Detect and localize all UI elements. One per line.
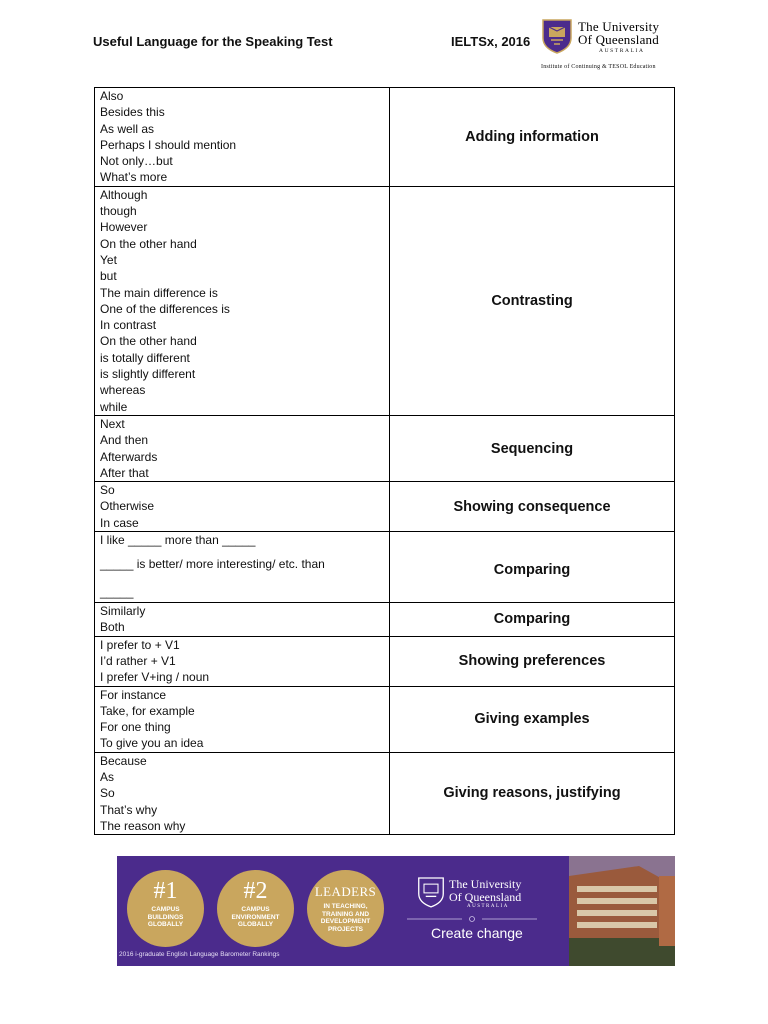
category-cell: [390, 88, 675, 187]
badge-line: GLOBALLY: [237, 921, 274, 928]
category-cell: [390, 752, 675, 834]
phrase-item: Take, for example: [100, 703, 195, 718]
table-row: [95, 752, 675, 834]
rankings-footnote: 2016 i-graduate English Language Barometer Rankings: [119, 951, 280, 958]
phrase-item: Both: [100, 620, 125, 635]
phrase-item: What’s more: [100, 170, 168, 185]
uq-logo: [541, 18, 681, 73]
category-label: Showing preferences: [458, 653, 606, 670]
campus-building-image: [569, 856, 675, 966]
phrases-cell: [95, 186, 390, 415]
phrase-item: The main difference is: [100, 285, 218, 300]
badge-line: ENVIRONMENT: [231, 913, 280, 921]
phrase-item: is totally different: [100, 350, 190, 365]
table-row: [95, 603, 675, 637]
category-label: Giving examples: [474, 711, 590, 728]
phrases-cell: [95, 752, 390, 834]
uq-crest-icon: [417, 876, 445, 908]
badge-line: PROJECTS: [327, 925, 364, 933]
phrase-item: Otherwise: [100, 499, 155, 514]
table-row: [95, 482, 675, 532]
phrase-item: _____ is better/ more interesting/ etc. than: [100, 557, 325, 572]
category-cell: [390, 186, 675, 415]
badge-rank-2-text: [217, 906, 294, 929]
phrase-item: Although: [100, 187, 148, 202]
phrase-item: Because: [100, 753, 147, 768]
table-row: [95, 186, 675, 415]
phrase-item: As: [100, 769, 115, 784]
uq-name-line2: Of Queensland: [578, 32, 659, 47]
badge-leaders-text: [307, 903, 384, 933]
phrase-item: while: [100, 399, 128, 414]
phrase-item: I’d rather + V1: [100, 653, 176, 668]
phrase-item: However: [100, 220, 148, 235]
useful-language-table: [94, 87, 675, 835]
phrase-item: Yet: [100, 252, 117, 267]
category-label: Contrasting: [491, 292, 573, 309]
banner-uq-name-line1: The University: [449, 877, 522, 891]
table-row: [95, 686, 675, 752]
table-row: [95, 636, 675, 686]
table-row: [95, 532, 675, 603]
category-label: Adding information: [465, 128, 599, 145]
category-label: Sequencing: [490, 440, 574, 457]
phrase-item: After that: [100, 465, 149, 480]
table-row: [95, 88, 675, 187]
phrase-item: So: [100, 483, 115, 498]
phrases-cell: [95, 636, 390, 686]
category-cell: [390, 415, 675, 481]
phrase-item: Afterwards: [100, 449, 158, 464]
phrase-item: _____: [100, 585, 134, 600]
category-label: Showing consequence: [453, 498, 611, 515]
banner-uq-name-line2: Of Queensland: [449, 889, 522, 904]
phrase-item: Next: [100, 416, 125, 431]
phrase-item: I prefer to + V1: [100, 637, 180, 652]
badge-rank-1-text: [127, 906, 204, 929]
phrase-item: whereas: [100, 383, 146, 398]
badge-line: CAMPUS: [151, 906, 180, 913]
uq-name: [578, 20, 659, 46]
badge-line: GLOBALLY: [147, 921, 184, 928]
phrases-cell: [95, 686, 390, 752]
phrases-cell: [95, 603, 390, 637]
uq-banner: [117, 856, 675, 966]
phrase-item: I like _____ more than _____: [100, 533, 256, 548]
uq-crest-icon: [541, 18, 573, 54]
category-label: Comparing: [493, 611, 571, 628]
badge-rank-2-number: #2: [243, 878, 268, 904]
phrase-item: is slightly different: [100, 367, 196, 382]
phrase-item: but: [100, 269, 117, 284]
table-row: [95, 415, 675, 481]
phrase-item: The reason why: [100, 818, 186, 833]
uq-country: AUSTRALIA: [599, 48, 645, 54]
phrase-item: Perhaps I should mention: [100, 137, 237, 152]
phrase-item: Also: [100, 89, 124, 103]
phrase-item: And then: [100, 433, 149, 448]
category-cell: [390, 482, 675, 532]
phrase-item: I prefer V+ing / noun: [100, 670, 210, 685]
phrase-item: On the other hand: [100, 236, 197, 251]
badge-rank-1: [127, 870, 204, 947]
badge-line: DEVELOPMENT: [320, 918, 371, 925]
phrase-item: One of the differences is: [100, 301, 230, 316]
decorative-divider-icon: [407, 914, 537, 924]
category-cell: [390, 686, 675, 752]
phrase-item: though: [100, 204, 137, 219]
badge-leaders-title: LEADERS: [314, 884, 377, 899]
badge-line: IN TEACHING,: [323, 903, 368, 910]
phrase-item: In case: [100, 515, 139, 530]
uq-institute: Institute of Continuing & TESOL Education: [541, 64, 656, 70]
phrase-item: As well as: [100, 121, 155, 136]
phrases-cell: [95, 482, 390, 532]
badge-line: TRAINING AND: [321, 910, 370, 918]
phrases-cell: [95, 532, 390, 603]
phrase-item: That’s why: [100, 802, 158, 817]
category-cell: [390, 636, 675, 686]
phrases-cell: [95, 88, 390, 187]
badge-leaders: [307, 870, 384, 947]
phrase-item: So: [100, 786, 115, 801]
banner-uq-country: AUSTRALIA: [467, 904, 509, 909]
phrases-cell: [95, 415, 390, 481]
banner-tagline: Create change: [431, 925, 523, 941]
banner-uq-name: [449, 878, 521, 903]
badge-line: BUILDINGS: [147, 913, 184, 921]
badge-rank-2: [217, 870, 294, 947]
uq-name-line1: The University: [578, 19, 660, 34]
badge-rank-1-number: #1: [153, 878, 178, 904]
phrase-item: For instance: [100, 687, 167, 702]
phrase-item: In contrast: [100, 318, 157, 333]
badge-line: CAMPUS: [241, 906, 270, 913]
phrase-item: On the other hand: [100, 334, 197, 349]
phrase-item: For one thing: [100, 720, 171, 735]
document-title: Useful Language for the Speaking Test: [93, 34, 333, 49]
category-cell: [390, 603, 675, 637]
category-label: Giving reasons, justifying: [443, 785, 621, 802]
category-cell: [390, 532, 675, 603]
phrase-item: Besides this: [100, 105, 165, 120]
phrase-item: Not only…but: [100, 154, 173, 169]
category-label: Comparing: [493, 562, 571, 579]
phrase-item: To give you an idea: [100, 736, 204, 751]
phrase-item: Similarly: [100, 604, 146, 619]
course-label: IELTSx, 2016: [451, 34, 531, 49]
